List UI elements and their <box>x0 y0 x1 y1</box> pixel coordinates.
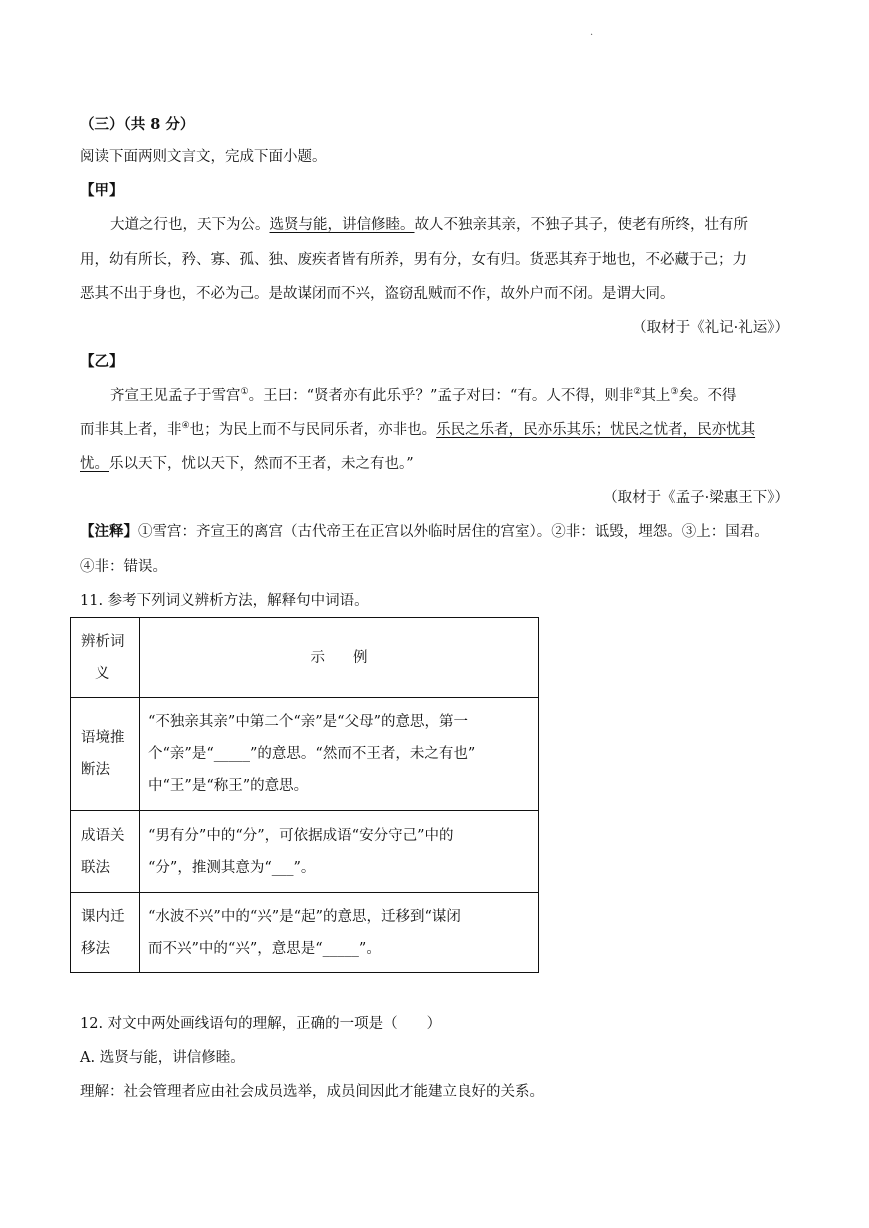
method-line: 联法 <box>81 859 110 876</box>
yi-text: 而非其上者，非 <box>80 422 182 438</box>
example-line: 而不兴”中的“兴”，意思是“_____”。 <box>148 940 381 957</box>
passage-yi-line-1 <box>110 386 736 406</box>
passage-jia-line-3: 恶其不出于身也，不必为己。是故谋闭而不兴，盗窃乱贼而不作，故外户而不闭。是谓大同。 <box>80 286 675 302</box>
method-cell <box>71 893 140 973</box>
yi-text: 。王曰：“贤者亦有此乐乎？”孟子对曰：“有。人不得，则非 <box>248 388 634 404</box>
passage-yi-line-2 <box>80 420 755 440</box>
yi-text: 齐宣王见孟子于雪宫 <box>110 388 241 404</box>
passage-jia-line-1 <box>110 215 748 235</box>
section-title: （三）（共 8 分） <box>80 116 195 133</box>
jia-underlined-sentence: 选贤与能，讲信修睦。 <box>269 217 415 233</box>
instruction: 阅读下面两则文言文，完成下面小题。 <box>80 149 327 165</box>
notes-line-2: ④非：错误。 <box>80 559 167 575</box>
page-mark: · <box>590 30 594 41</box>
example-line: “水波不兴”中的“兴”是“起”的意思，迁移到“谋闭 <box>148 908 461 925</box>
yi-underlined-sentence-end: 忧。 <box>80 456 109 472</box>
table-row <box>71 698 539 811</box>
passage-jia-line-2: 用，幼有所长，矜、寡、孤、独、废疾者皆有所养，男有分，女有归。货恶其弃于地也，不必藏于己；力 <box>80 252 747 268</box>
example-cell <box>140 698 539 811</box>
jia-text: 故人不独亲其亲，不独子其子，使老有所终，壮有所 <box>414 217 748 233</box>
note-ref-3: ③ <box>670 387 679 397</box>
example-line: “分”，推测其意为“___”。 <box>148 859 316 876</box>
yi-text: 也；为民上而不与民同乐者，亦非也。 <box>189 422 437 438</box>
passage-yi-line-3 <box>80 454 414 474</box>
header-example: 示例 <box>140 618 539 698</box>
question-12-option-a: A. 选贤与能，讲信修睦。 <box>80 1050 245 1066</box>
example-line: 个“亲”是“_____”的意思。“然而不王者，未之有也” <box>148 746 476 762</box>
method-line: 移法 <box>81 940 110 957</box>
example-cell <box>140 893 539 973</box>
example-line: 中“王”是“称王”的意思。 <box>148 778 309 794</box>
jia-text: 大道之行也，天下为公。 <box>110 217 270 233</box>
table-header-row <box>71 618 539 698</box>
question-12-explanation: 理解：社会管理者应由社会成员选举，成员间因此才能建立良好的关系。 <box>80 1084 544 1100</box>
table-row <box>71 893 539 973</box>
method-cell <box>71 698 140 811</box>
notes-line-1 <box>80 522 769 542</box>
example-line: “男有分”中的“分”，可依据成语“安分守己”中的 <box>148 827 454 844</box>
yi-text: 矣。不得 <box>678 388 737 404</box>
method-line: 成语关 <box>81 827 125 844</box>
header-method <box>71 618 140 698</box>
method-cell <box>71 811 140 893</box>
question-12-stem: 12. 对文中两处画线语句的理解，正确的一项是（ ） <box>80 1016 442 1032</box>
note-ref-2: ② <box>633 387 642 397</box>
yi-text: 其上 <box>641 388 671 404</box>
passage-jia-label: 【甲】 <box>80 182 124 199</box>
header-method-line-2: 义 <box>95 665 110 682</box>
method-line: 语境推 <box>81 730 125 746</box>
example-line: “不独亲其亲”中第二个“亲”是“父母”的意思，第一 <box>148 714 468 730</box>
passage-yi-source: （取材于《孟子·梁惠王下》） <box>603 490 789 506</box>
yi-underlined-sentence: 乐民之乐者，民亦乐其乐；忧民之忧者，民亦忧其 <box>436 422 756 438</box>
passage-jia-source: （取材于《礼记·礼运》） <box>632 320 789 336</box>
notes-label: 【注释】 <box>80 523 138 540</box>
note-ref-4: ④ <box>181 421 190 431</box>
table-row <box>71 811 539 893</box>
yi-text: 乐以天下，忧以天下，然而不王者，未之有也。” <box>109 456 414 472</box>
question-11-stem: 11. 参考下列词义辨析方法，解释句中词语。 <box>80 593 369 609</box>
note-ref-1: ① <box>240 387 249 397</box>
notes-text: ①雪宫：齐宣王的离宫（古代帝王在正宫以外临时居住的宫室）。②非：诋毁，埋怨。③上：国君。 <box>138 524 769 540</box>
method-line: 断法 <box>81 762 110 778</box>
passage-yi-label: 【乙】 <box>80 353 124 370</box>
method-line: 课内迁 <box>81 908 125 925</box>
method-table <box>70 617 539 973</box>
header-method-line-1: 辨析词 <box>81 633 125 650</box>
example-cell <box>140 811 539 893</box>
